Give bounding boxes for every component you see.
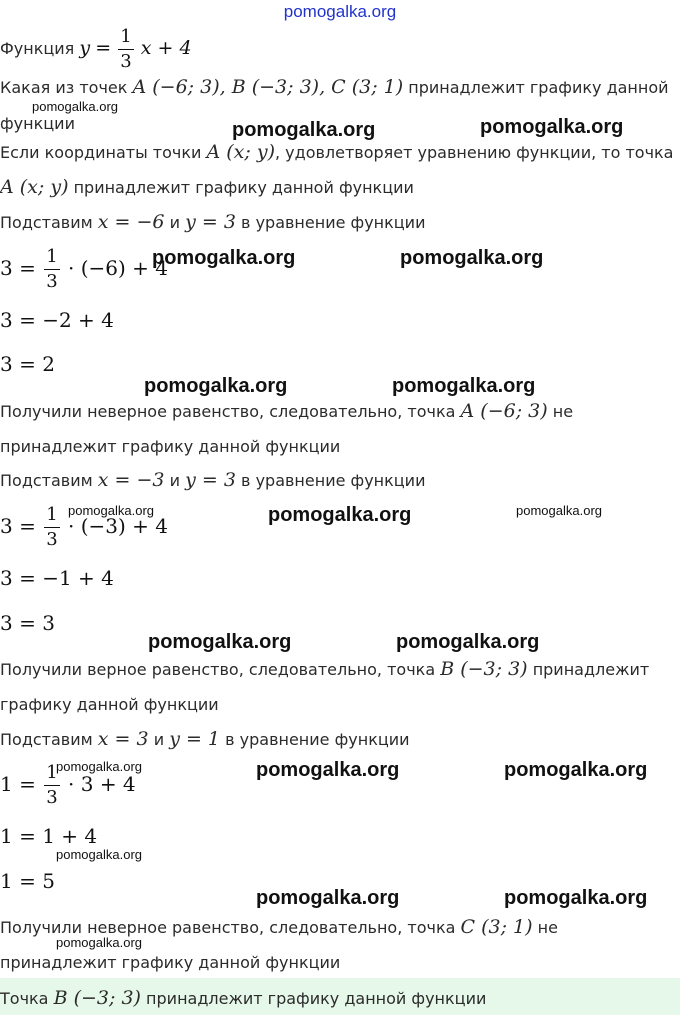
step-a-conclusion: [0, 400, 573, 422]
step-b-substitute: [0, 469, 425, 491]
function-definition: [0, 28, 192, 71]
step-b-equation-2: 3 = −1 + 4: [0, 566, 114, 590]
function-label: Функция: [0, 39, 75, 58]
equation-rest: · (−6) + 4: [68, 256, 169, 280]
step-b-conclusion: [0, 658, 649, 680]
watermark: pomogalka.org: [400, 247, 544, 269]
function-fraction: [118, 28, 133, 71]
equation-rest: · (−3) + 4: [68, 514, 169, 538]
substitute-y: y = 3: [185, 211, 236, 233]
substitute-tail: в уравнение функции: [241, 213, 426, 232]
substitute-y: y = 3: [185, 469, 236, 491]
fraction-denominator: 3: [46, 787, 58, 808]
answer-label: Точка: [0, 989, 49, 1008]
function-eq-sign: =: [95, 37, 112, 59]
watermark: pomogalka.org: [268, 504, 412, 526]
question-text: Какая из точек: [0, 78, 128, 97]
step-b-equation-3: 3 = 3: [0, 611, 55, 635]
step-c-equation-3: 1 = 5: [0, 869, 55, 893]
equation-lhs: 3 =: [0, 514, 36, 538]
question-points: A (−6; 3), B (−3; 3), C (3; 1): [132, 76, 404, 98]
conclusion-text: Получили неверное равенство, следовательно, точка: [0, 918, 456, 937]
step-c-equation-2: 1 = 1 + 4: [0, 824, 98, 848]
conclusion-text: Получили верное равенство, следовательно, точка: [0, 660, 436, 679]
fraction-numerator: 1: [120, 26, 132, 47]
watermark-small: pomogalka.org: [32, 99, 118, 114]
watermark: pomogalka.org: [232, 119, 376, 141]
conclusion-tail: принадлежит: [532, 660, 650, 679]
step-c-substitute: [0, 728, 410, 750]
watermark: pomogalka.org: [396, 631, 540, 653]
substitute-and: и: [169, 471, 181, 490]
substitute-label: Подставим: [0, 471, 93, 490]
function-rest: x + 4: [140, 37, 192, 59]
substitute-x: x = −6: [97, 211, 165, 233]
equation-fraction: [44, 248, 59, 291]
fraction-numerator: 1: [46, 762, 58, 783]
equation-lhs: 1 =: [0, 772, 36, 796]
watermark: pomogalka.org: [148, 631, 292, 653]
step-c-conclusion-line-2: принадлежит графику данной функции: [0, 953, 341, 972]
fraction-denominator: 3: [120, 51, 132, 72]
step-a-equation-2: 3 = −2 + 4: [0, 308, 114, 332]
fraction-denominator: 3: [46, 529, 58, 550]
rule-point-2: A (x; y): [0, 176, 69, 198]
watermark-small: pomogalka.org: [56, 847, 142, 862]
conclusion-point: B (−3; 3): [440, 658, 528, 680]
question-end: принадлежит графику данной: [408, 78, 669, 97]
watermark-small: pomogalka.org: [56, 759, 142, 774]
substitute-x: x = 3: [97, 728, 149, 750]
watermark: pomogalka.org: [152, 247, 296, 269]
watermark-small: pomogalka.org: [68, 503, 154, 518]
substitute-tail: в уравнение функции: [241, 471, 426, 490]
watermark: pomogalka.org: [392, 375, 536, 397]
watermark: pomogalka.org: [256, 759, 400, 781]
substitute-and: и: [169, 213, 181, 232]
watermark: pomogalka.org: [504, 887, 648, 909]
site-watermark-top[interactable]: pomogalka.org: [283, 2, 397, 21]
watermark: pomogalka.org: [144, 375, 288, 397]
question-line-1: [0, 76, 669, 98]
fraction-numerator: 1: [46, 246, 58, 267]
rule-line-2: [0, 176, 414, 198]
substitute-label: Подставим: [0, 213, 93, 232]
rule-text: Если координаты точки: [0, 143, 202, 162]
watermark: pomogalka.org: [256, 887, 400, 909]
watermark-small: pomogalka.org: [56, 935, 142, 950]
substitute-and: и: [153, 730, 165, 749]
equation-rest: · 3 + 4: [68, 772, 136, 796]
conclusion-point: C (3; 1): [460, 916, 533, 938]
rule-line-2-text: принадлежит графику данной функции: [73, 178, 414, 197]
substitute-y: y = 1: [169, 728, 221, 750]
conclusion-tail: не: [552, 402, 574, 421]
answer-text: [0, 987, 486, 1009]
rule-line-1: [0, 141, 673, 163]
equation-lhs: 3 =: [0, 256, 36, 280]
rule-text-end: , удовлетворяет уравнению функции, то точка: [274, 143, 674, 162]
function-lhs: y: [79, 37, 91, 59]
conclusion-tail: не: [537, 918, 558, 937]
answer-point: B (−3; 3): [53, 987, 141, 1009]
answer-tail: принадлежит графику данной функции: [146, 989, 487, 1008]
rule-point: A (x; y): [206, 141, 275, 163]
step-a-substitute: [0, 211, 425, 233]
fraction-denominator: 3: [46, 271, 58, 292]
step-a-equation-1: [0, 248, 168, 291]
question-line-2: функции: [0, 114, 75, 133]
conclusion-point: A (−6; 3): [460, 400, 548, 422]
fraction-numerator: 1: [46, 504, 58, 525]
substitute-x: x = −3: [97, 469, 165, 491]
conclusion-text: Получили неверное равенство, следовательно, точка: [0, 402, 456, 421]
step-b-conclusion-line-2: графику данной функции: [0, 695, 219, 714]
answer-box: [0, 978, 680, 1015]
equation-fraction: [44, 506, 59, 549]
step-a-equation-3: 3 = 2: [0, 352, 55, 376]
substitute-tail: в уравнение функции: [225, 730, 410, 749]
watermark: pomogalka.org: [480, 116, 624, 138]
watermark-small: pomogalka.org: [516, 503, 602, 518]
watermark: pomogalka.org: [504, 759, 648, 781]
substitute-label: Подставим: [0, 730, 93, 749]
step-a-conclusion-line-2: принадлежит графику данной функции: [0, 437, 341, 456]
